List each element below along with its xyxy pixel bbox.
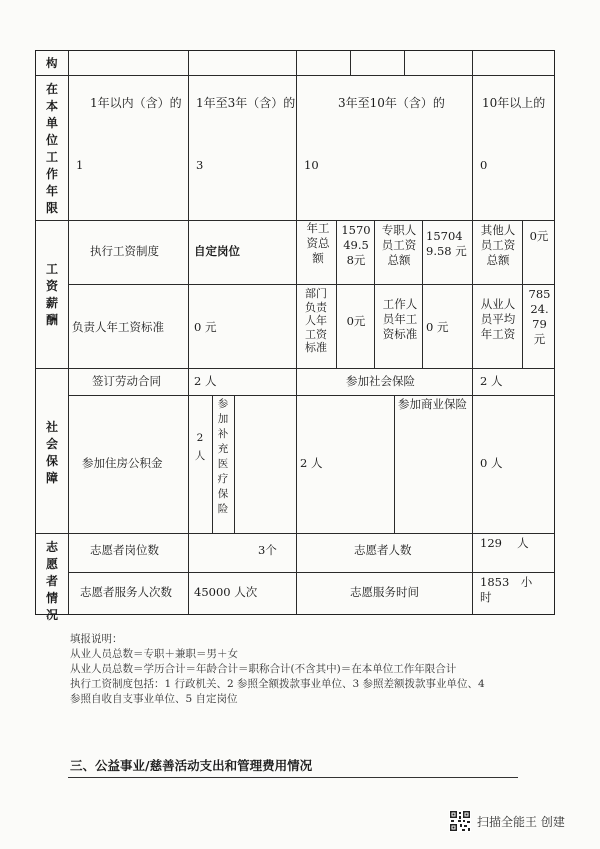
filling-instructions [70,632,540,707]
salary-system-label: 执行工资制度 [90,244,159,258]
other-total-value: 0元 [529,229,549,243]
scanner-watermark [449,810,581,832]
other-total-label: 其他人员工资总额 [480,223,516,267]
dept-head-std-label: 部门负责人年工资标准 [305,287,327,354]
report-form-table [35,50,555,622]
staff-std-label: 工作人员年工资标准 [382,297,418,341]
qr-code-icon [449,810,471,832]
contract-value: 2 人 [194,374,217,388]
notes-line-3: 执行工资制度包括：1 行政机关、2 参照全额拨款事业单位、3 参照差额拨款事业单位、4 [70,678,485,690]
salary-total-label: 年工资总额 [306,221,330,265]
volunteer-hours-label: 志愿服务时间 [350,585,419,599]
fulltime-total-label: 专职人员工资总额 [381,223,417,267]
tenure-header-3: 10年以上的 [482,96,546,110]
volunteer-served-label: 志愿者服务人次数 [80,585,172,599]
medical-insurance-label: 参加补充医疗保险 [217,398,229,515]
housing-fund-label: 参加住房公积金 [82,456,163,470]
insurance-value: 2 人 [480,374,503,388]
tenure-value-2: 10 [304,158,319,172]
volunteer-count-value: 129 人 [480,536,529,550]
notes-title: 填报说明： [70,633,123,645]
notes-line-1: 从业人员总数＝专职＋兼职＝男＋女 [70,648,238,660]
salary-system-value: 自定岗位 [194,244,240,258]
tenure-header-1: 1年至3年（含）的 [196,96,296,110]
volunteer-posts-label: 志愿者岗位数 [90,543,159,557]
housing-fund-value: 2人 [194,432,206,462]
medical-insurance-value: 2 人 [300,456,323,470]
fulltime-total-value: 157049.58 元 [426,229,467,258]
tenure-section-label: 在本单位工作年限 [45,82,58,215]
volunteer-served-value: 45000 人次 [194,585,258,599]
contract-label: 签订劳动合同 [92,374,161,388]
volunteer-posts-value: 3个 [258,543,277,557]
tenure-header-0: 1年以内（含）的 [90,96,182,110]
tenure-value-1: 3 [196,158,204,172]
volunteer-section-label: 志愿者情况 [45,540,58,622]
volunteer-count-label: 志愿者人数 [354,543,412,557]
section-divider [68,777,518,778]
head-std-label: 负责人年工资标准 [72,320,164,334]
notes-line-2: 从业人员总数＝学历合计＝年龄合计＝职称合计(不含其中)＝在本单位工作年限合计 [70,663,457,675]
salary-section-label: 工资薪酬 [45,262,58,327]
avg-salary-label: 从业人员平均年工资 [480,297,516,341]
tenure-header-2: 3年至10年（含）的 [338,96,445,110]
social-section-label: 社会保障 [45,420,58,485]
commercial-insurance-value: 0 人 [480,456,503,470]
scanner-text: 扫描全能王 创建 [477,815,565,829]
tenure-value-0: 1 [76,158,84,172]
tenure-value-3: 0 [480,158,488,172]
dept-head-std-value: 0元 [346,314,366,328]
commercial-insurance-label: 参加商业保险 [398,397,467,411]
volunteer-hours-value: 1853 小时 [480,575,533,604]
avg-salary-value: 78524.79元 [528,287,551,346]
staff-std-value: 0 元 [426,320,449,334]
notes-line-4: 参照自收自支事业单位、5 自定岗位 [70,693,238,705]
section-three-heading: 三、公益事业/慈善活动支出和管理费用情况 [70,758,313,773]
salary-total-value: 157049.58元 [341,223,371,267]
head-std-value: 0 元 [194,320,217,334]
insurance-label: 参加社会保险 [346,374,415,388]
top-row-label: 构 [46,56,58,70]
